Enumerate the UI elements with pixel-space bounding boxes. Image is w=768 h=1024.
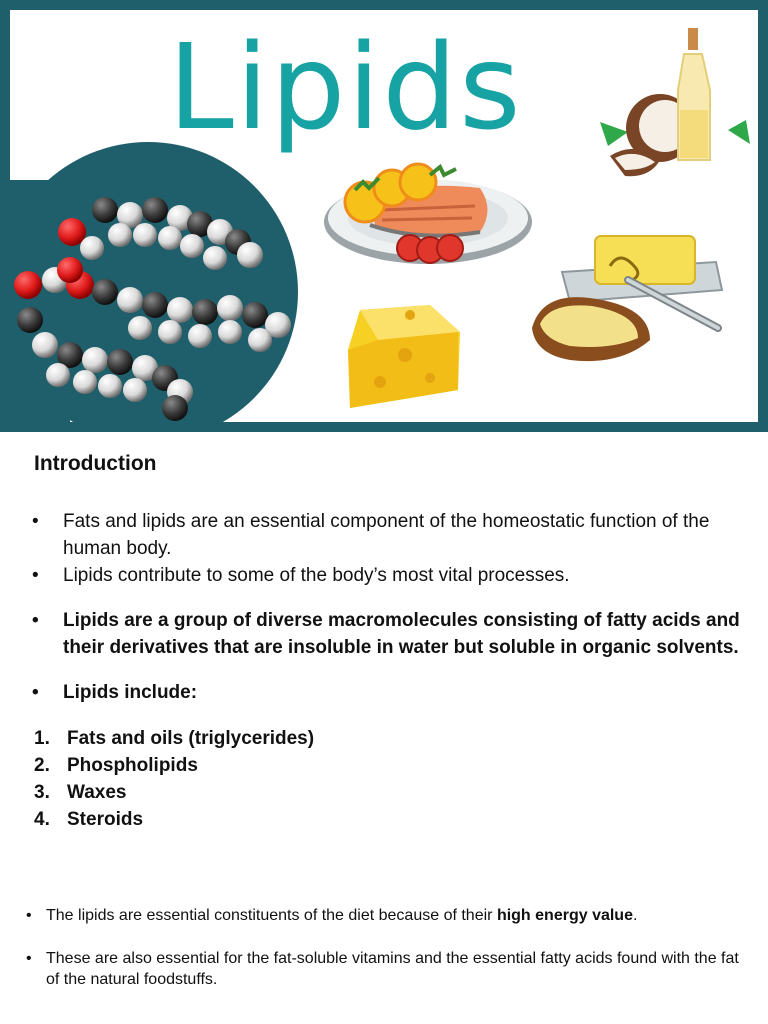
notes-list: [24, 905, 744, 1012]
cheese-wedge: [348, 305, 460, 408]
list-item: [34, 806, 314, 833]
oil-bottle: [678, 28, 710, 160]
banner: [0, 0, 768, 432]
coconut: [600, 94, 750, 176]
list-item: [34, 725, 314, 752]
section-heading: Introduction: [34, 452, 157, 475]
list-item: • Lipids contribute to some of the body’s most vital processes.: [30, 562, 760, 589]
include-label: • Lipids include:: [30, 679, 760, 706]
salmon-plate: [324, 164, 532, 264]
energy-prefix: The lipids are essential constituents of the diet because of their: [46, 907, 497, 924]
bread-with-butter: [532, 297, 650, 361]
list-number: 2.: [34, 755, 50, 776]
definition-item: • Lipids are a group of diverse macromolecules consisting of fatty acids and their derivatives that are insoluble in water but soluble in organic solvents.: [30, 607, 760, 661]
page-title: Lipids: [168, 18, 523, 156]
intro-bullets: [30, 508, 760, 706]
vitamins-note: • These are also essential for the fat-soluble vitamins and the essential fatty acids found with the fat of the natural foodstuffs.: [24, 948, 744, 990]
list-number: 3.: [34, 782, 50, 803]
energy-suffix: .: [632, 907, 638, 924]
list-item: • Fats and lipids are an essential component of the homeostatic function of the human body.: [30, 508, 760, 562]
list-number: 1.: [34, 728, 50, 749]
banner-inner: [10, 10, 758, 422]
list-label: Waxes: [67, 782, 127, 803]
lipid-types-list: [34, 725, 314, 833]
list-number: 4.: [34, 809, 50, 830]
list-item: [34, 779, 314, 806]
energy-highlight: high energy value: [496, 907, 633, 924]
list-label: Phospholipids: [67, 755, 198, 776]
energy-note: [24, 905, 744, 926]
list-label: Steroids: [67, 809, 144, 830]
list-label: Fats and oils (triglycerides): [67, 728, 315, 749]
list-item: [34, 752, 314, 779]
